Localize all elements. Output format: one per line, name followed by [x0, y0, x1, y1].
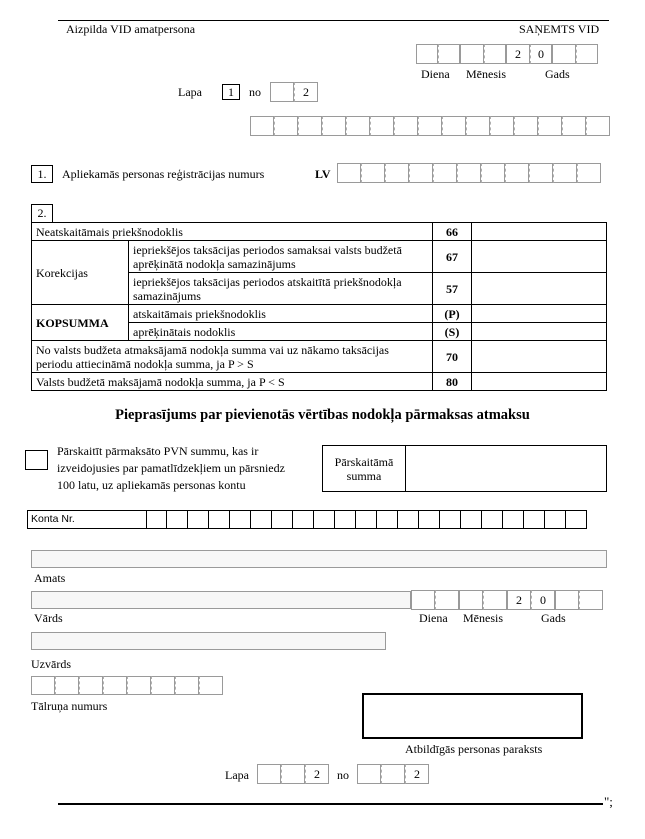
date-cell[interactable] — [435, 590, 459, 610]
date-cell[interactable] — [459, 590, 483, 610]
value-cell[interactable] — [472, 373, 607, 391]
registry-cell[interactable] — [370, 116, 394, 136]
account-digit-cell[interactable] — [146, 510, 167, 529]
position-input[interactable] — [31, 550, 607, 568]
row-code: 57 — [433, 273, 472, 305]
transfer-amount-label-1: Pārskaitāmā — [334, 454, 394, 469]
page-total-cell — [270, 82, 294, 102]
account-digit-cell[interactable] — [293, 510, 314, 529]
registry-cell[interactable] — [442, 116, 466, 136]
registry-cell[interactable] — [586, 116, 610, 136]
footer-total-cell — [381, 764, 405, 784]
checkbox-text-line2: izveidojusies par pamatlīdzekļiem un pārsniedz — [57, 461, 285, 475]
page-of-label: no — [249, 85, 261, 99]
account-digit-cell[interactable] — [356, 510, 377, 529]
account-digit-cell[interactable] — [377, 510, 398, 529]
date-cell[interactable] — [438, 44, 460, 64]
account-digit-cell[interactable] — [566, 510, 587, 529]
refund-title: Pieprasījums par pievienotās vērtības nodokļa pārmaksas atmaksu — [115, 407, 530, 423]
reg-digit-cell[interactable] — [481, 163, 505, 183]
registry-cell[interactable] — [514, 116, 538, 136]
transfer-checkbox[interactable] — [25, 450, 48, 470]
date-cell[interactable] — [460, 44, 484, 64]
account-digit-cell[interactable] — [524, 510, 545, 529]
checkbox-text-line1: Pārskaitīt pārmaksāto PVN summu, kas ir — [57, 444, 259, 458]
phone-digit-cell[interactable] — [55, 676, 79, 695]
date-year-label: Gads — [545, 67, 570, 81]
account-number-boxes — [146, 510, 587, 529]
name-input[interactable] — [31, 591, 411, 609]
signature-box[interactable] — [362, 693, 583, 739]
account-digit-cell[interactable] — [209, 510, 230, 529]
account-digit-cell[interactable] — [398, 510, 419, 529]
received-label: SAŅEMTS VID — [519, 22, 600, 36]
transfer-amount-label-2: summa — [346, 468, 382, 483]
registry-cell[interactable] — [298, 116, 322, 136]
row-label: aprēķinātais nodoklis — [129, 323, 433, 341]
account-digit-cell[interactable] — [335, 510, 356, 529]
phone-digit-cell[interactable] — [151, 676, 175, 695]
account-label-box — [27, 510, 147, 529]
reg-digit-cell[interactable] — [505, 163, 529, 183]
date-cell[interactable] — [483, 590, 507, 610]
signer-date-year-label: Gads — [541, 611, 566, 625]
account-digit-cell[interactable] — [314, 510, 335, 529]
kopsumma-group-label: KOPSUMMA — [32, 305, 129, 341]
table-row — [32, 373, 607, 391]
registry-cell[interactable] — [490, 116, 514, 136]
table-row — [32, 341, 607, 373]
section2-number: 2. — [31, 204, 53, 222]
transfer-amount-input[interactable] — [405, 445, 607, 492]
received-date-boxes — [416, 44, 598, 64]
row-code: 80 — [433, 373, 472, 391]
date-cell[interactable] — [576, 44, 598, 64]
registry-cell[interactable] — [250, 116, 274, 136]
registry-cell[interactable] — [322, 116, 346, 136]
signer-date-day-label: Diena — [419, 611, 448, 625]
account-digit-cell[interactable] — [440, 510, 461, 529]
footer-page-number-boxes — [257, 764, 329, 784]
account-digit-cell[interactable] — [167, 510, 188, 529]
registry-cell[interactable] — [538, 116, 562, 136]
date-cell[interactable] — [555, 590, 579, 610]
row-code: 66 — [433, 223, 472, 241]
date-cell[interactable] — [552, 44, 576, 64]
table-row — [32, 305, 607, 323]
table-row — [32, 241, 607, 273]
tax-table — [31, 222, 607, 391]
account-digit-cell[interactable] — [461, 510, 482, 529]
reg-digit-cell[interactable] — [529, 163, 553, 183]
value-cell[interactable] — [472, 273, 607, 305]
phone-digit-cell[interactable] — [79, 676, 103, 695]
phone-digit-cell[interactable] — [127, 676, 151, 695]
account-digit-cell[interactable] — [188, 510, 209, 529]
account-digit-cell[interactable] — [482, 510, 503, 529]
reg-digit-cell[interactable] — [457, 163, 481, 183]
date-cell[interactable] — [579, 590, 603, 610]
value-cell[interactable] — [472, 341, 607, 373]
reg-digit-cell[interactable] — [361, 163, 385, 183]
registry-cell[interactable] — [466, 116, 490, 136]
reg-digit-cell[interactable] — [385, 163, 409, 183]
footer-page-label: Lapa — [225, 768, 249, 782]
footer-page-of-label: no — [337, 768, 349, 782]
reg-digit-cell[interactable] — [409, 163, 433, 183]
registry-boxes — [250, 116, 610, 136]
phone-digit-cell[interactable] — [175, 676, 199, 695]
row-label: No valsts budžeta atmaksājamā nodokļa summa vai uz nākamo taksācijas periodu attiecināmā nodokļa summa, ja P > S — [32, 341, 433, 373]
table-row — [32, 223, 607, 241]
value-cell[interactable] — [472, 305, 607, 323]
row-label: Valsts budžetā maksājamā nodokļa summa, ja P < S — [32, 373, 433, 391]
value-cell[interactable] — [472, 323, 607, 341]
row-code: 67 — [433, 241, 472, 273]
korekcijas-group-label: Korekcijas — [32, 241, 129, 305]
phone-label: Tālruņa numurs — [31, 699, 108, 713]
row-label: iepriekšējos taksācijas periodos atskaitītā priekšnodokļa samazinājums — [129, 273, 433, 305]
official-fill-label: Aizpilda VID amatpersona — [66, 22, 196, 36]
surname-label: Uzvārds — [31, 657, 71, 671]
year-digit: 2 — [507, 590, 531, 610]
phone-digit-cell[interactable] — [31, 676, 55, 695]
date-cell[interactable] — [411, 590, 435, 610]
phone-digit-cell[interactable] — [199, 676, 223, 695]
footer-end-mark: "; — [604, 794, 613, 809]
name-label: Vārds — [34, 611, 63, 625]
section1-number: 1. — [31, 165, 53, 183]
registry-cell[interactable] — [418, 116, 442, 136]
page-total-value: 2 — [294, 82, 318, 102]
registry-cell[interactable] — [394, 116, 418, 136]
value-cell[interactable] — [472, 241, 607, 273]
lv-prefix: LV — [315, 167, 331, 181]
row-label: iepriekšējos taksācijas periodos samaksai valsts budžetā aprēķinātā nodokļa samazinājums — [129, 241, 433, 273]
registry-cell[interactable] — [562, 116, 586, 136]
signer-date-boxes — [411, 590, 603, 610]
reg-digit-cell[interactable] — [433, 163, 457, 183]
page-total-boxes — [270, 82, 318, 102]
reg-digit-cell[interactable] — [337, 163, 361, 183]
page-number-box: 1 — [222, 84, 240, 100]
footer-rule — [58, 803, 603, 805]
row-code: (S) — [433, 323, 472, 341]
year-digit: 2 — [506, 44, 530, 64]
position-label: Amats — [34, 571, 66, 585]
phone-digit-cell[interactable] — [103, 676, 127, 695]
year-digit: 0 — [531, 590, 555, 610]
registration-number-boxes — [337, 163, 601, 183]
date-day-label: Diena — [421, 67, 450, 81]
footer-page-cell — [281, 764, 305, 784]
row-label: atskaitāmais priekšnodoklis — [129, 305, 433, 323]
footer-page-total: 2 — [405, 764, 429, 784]
footer-page-cell — [257, 764, 281, 784]
account-digit-cell[interactable] — [272, 510, 293, 529]
registration-number-label: Apliekamās personas reģistrācijas numurs — [62, 167, 265, 181]
year-digit: 0 — [530, 44, 552, 64]
date-month-label: Mēnesis — [466, 67, 506, 81]
footer-total-cell — [357, 764, 381, 784]
row-code: (P) — [433, 305, 472, 323]
value-cell[interactable] — [472, 223, 607, 241]
account-digit-cell[interactable] — [419, 510, 440, 529]
account-digit-cell[interactable] — [230, 510, 251, 529]
transfer-amount-label-box — [322, 445, 406, 492]
account-label: Konta Nr. — [31, 513, 75, 525]
surname-input[interactable] — [31, 632, 386, 650]
row-label: Neatskaitāmais priekšnodoklis — [32, 223, 433, 241]
account-digit-cell[interactable] — [251, 510, 272, 529]
account-digit-cell[interactable] — [503, 510, 524, 529]
header-rule — [58, 20, 609, 21]
date-cell[interactable] — [484, 44, 506, 64]
checkbox-text-line3: 100 latu, uz apliekamās personas kontu — [57, 478, 246, 492]
reg-digit-cell[interactable] — [553, 163, 577, 183]
footer-page-total-boxes — [357, 764, 429, 784]
signer-date-month-label: Mēnesis — [463, 611, 503, 625]
phone-number-boxes — [31, 676, 223, 695]
registry-cell[interactable] — [346, 116, 370, 136]
page-label: Lapa — [178, 85, 202, 99]
row-code: 70 — [433, 341, 472, 373]
footer-page-number: 2 — [305, 764, 329, 784]
date-cell[interactable] — [416, 44, 438, 64]
account-digit-cell[interactable] — [545, 510, 566, 529]
signature-label: Atbildīgās personas paraksts — [405, 742, 543, 756]
reg-digit-cell[interactable] — [577, 163, 601, 183]
registry-cell[interactable] — [274, 116, 298, 136]
